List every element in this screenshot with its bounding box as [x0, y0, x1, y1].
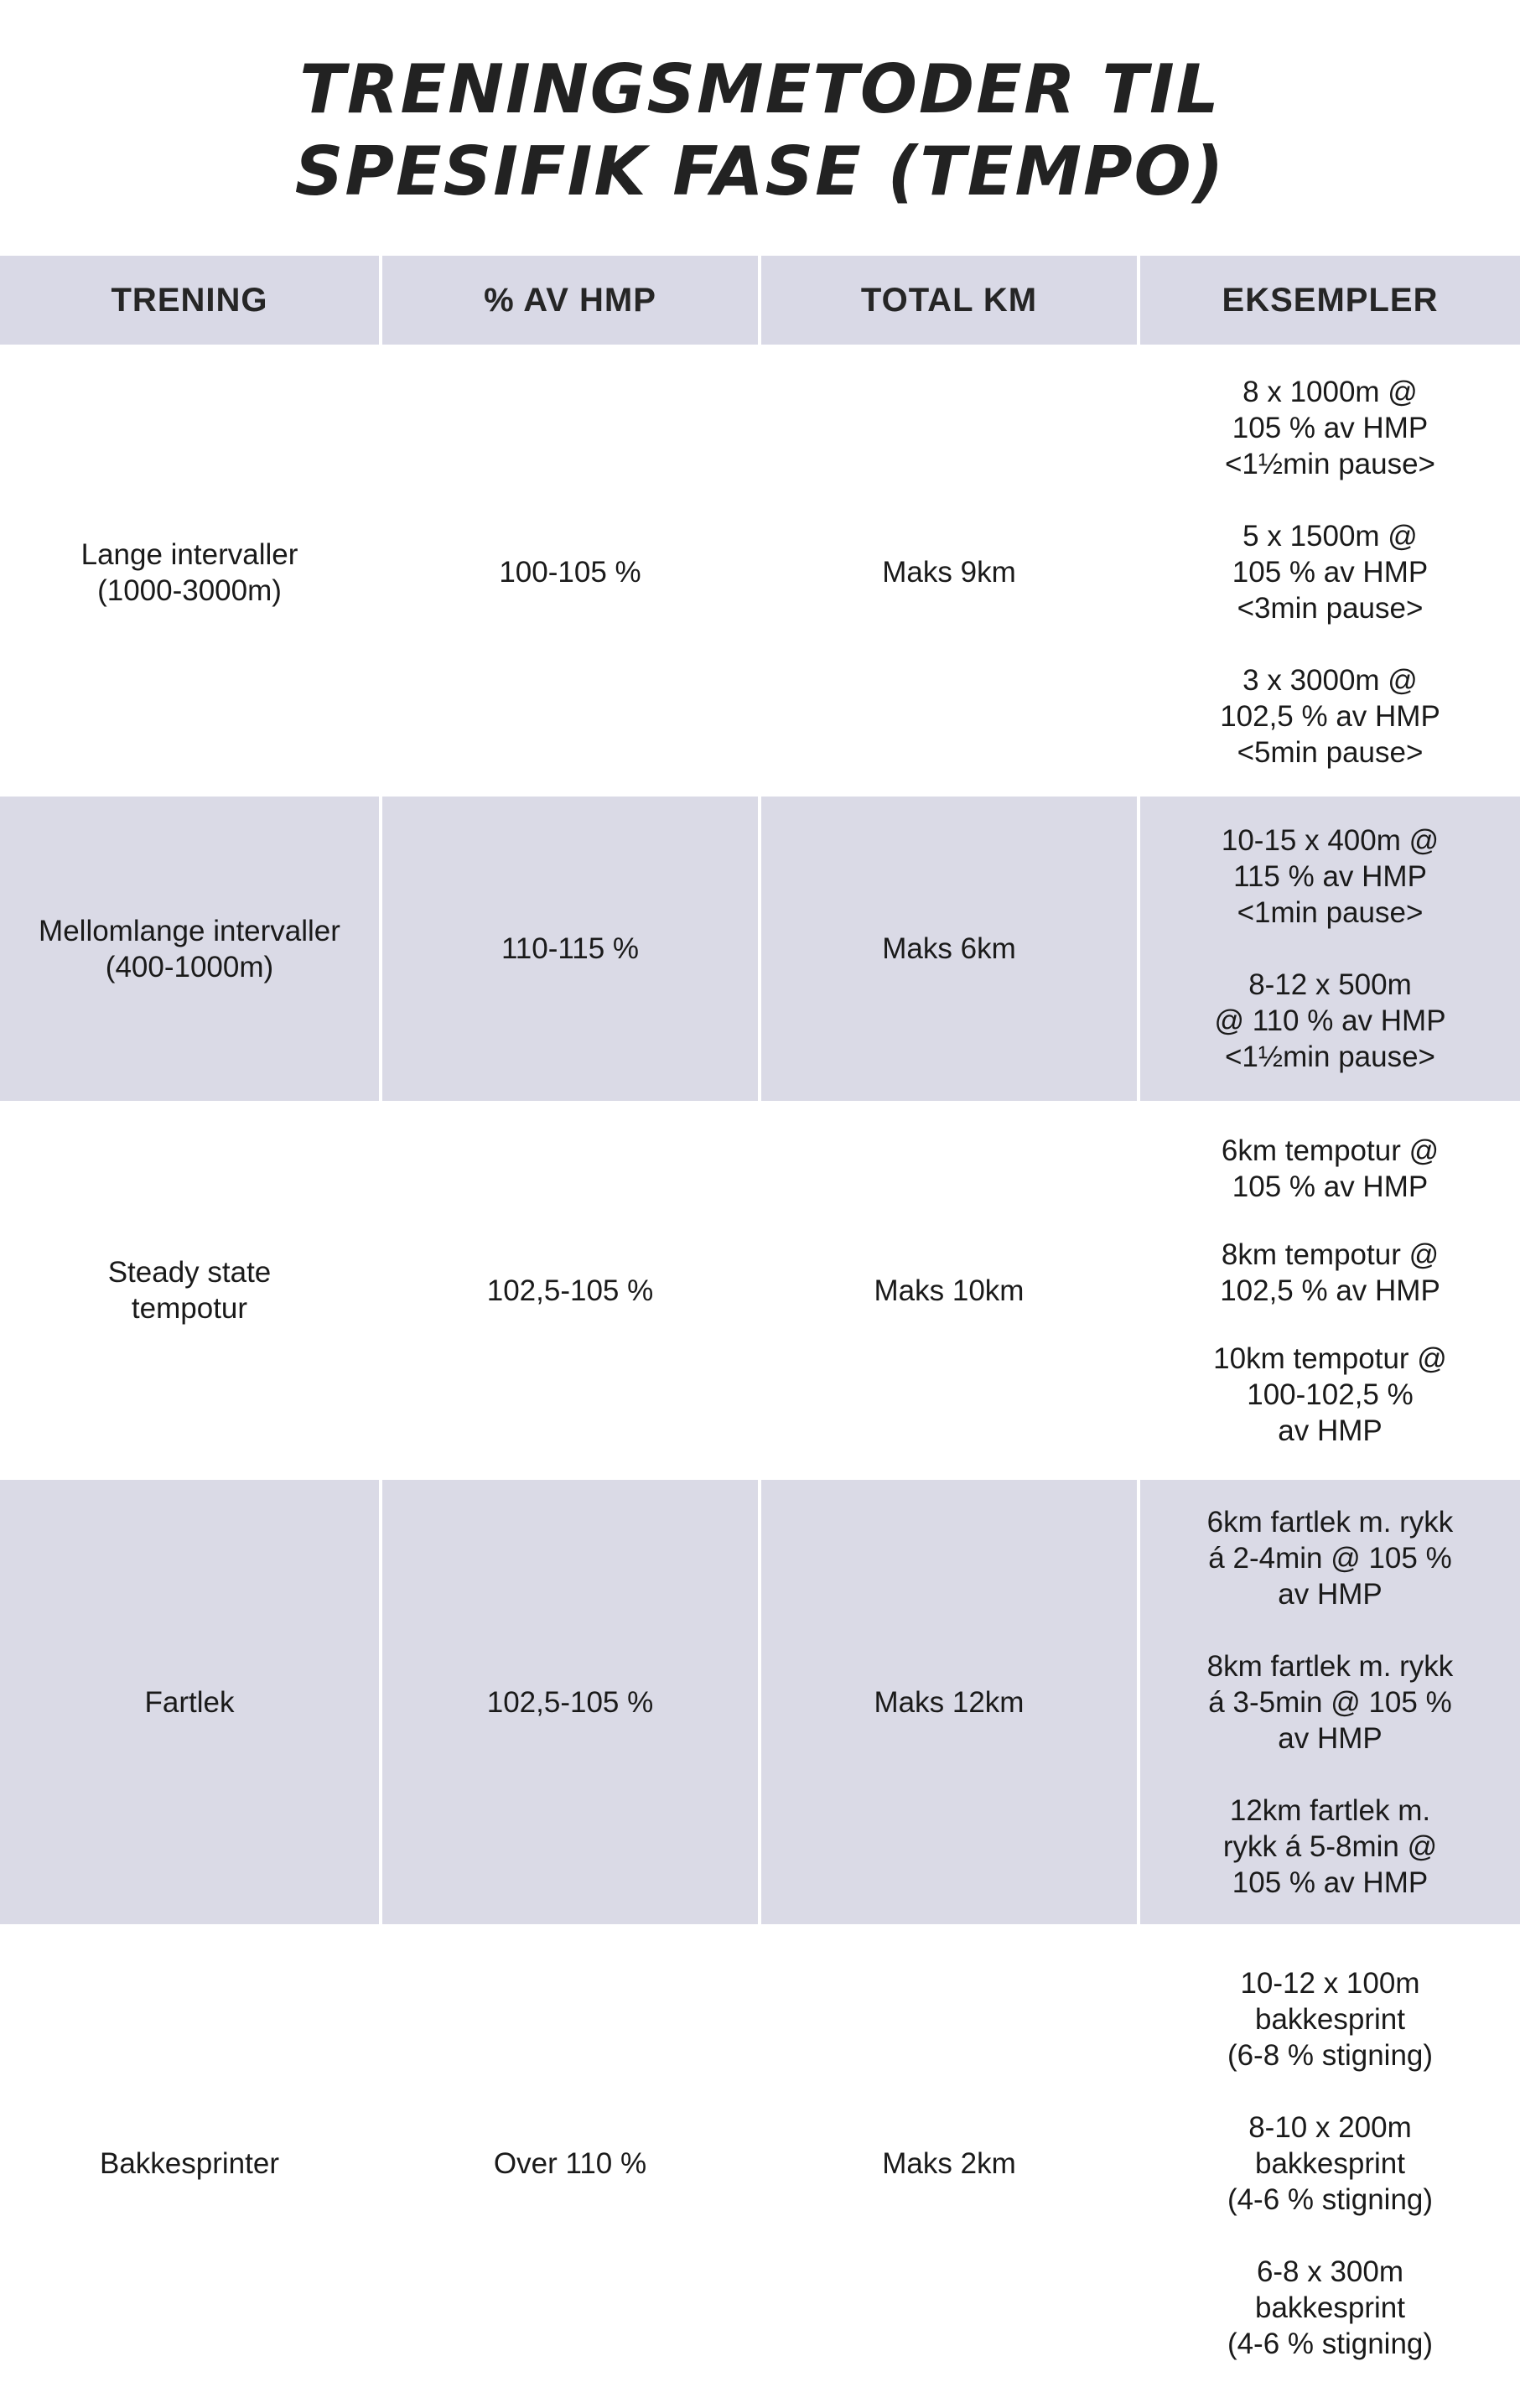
table-row-4-km: Maks 12km	[758, 1480, 1137, 1924]
trening-label: Fartlek	[144, 1685, 235, 1719]
table-row-1-hmp: 100-105 %	[379, 348, 758, 797]
page-title-line-2: SPESIFIK FASE (TEMPO)	[294, 132, 1226, 210]
table-row-5-hmp: Over 110 %	[379, 1924, 758, 2402]
trening-label: Bakkesprinter	[100, 2146, 279, 2180]
table-row-3-hmp: 102,5-105 %	[379, 1101, 758, 1480]
examples-list	[1207, 1504, 1454, 1901]
example-item: 12km fartlek m. rykk á 5-8min @ 105 % av HMP	[1222, 1793, 1438, 1899]
table-row-5-km: Maks 2km	[758, 1924, 1137, 2402]
page-title	[0, 49, 1520, 213]
example-item: 5 x 1500m @ 105 % av HMP <3min pause>	[1232, 520, 1429, 625]
table-row-2-examples	[1137, 797, 1520, 1101]
table-row-1-km: Maks 9km	[758, 348, 1137, 797]
table-row-5-examples	[1137, 1924, 1520, 2402]
table-row-1-trening	[0, 348, 379, 797]
example-item: 8 x 1000m @ 105 % av HMP <1½min pause>	[1224, 376, 1435, 480]
page-title-line-1: TRENINGSMETODER TIL	[299, 50, 1221, 128]
examples-list	[1227, 1965, 1433, 2362]
table-row-3-examples	[1137, 1101, 1520, 1480]
column-header-total-km: TOTAL KM	[758, 256, 1137, 348]
table-row-1-examples	[1137, 348, 1520, 797]
example-item: 8km fartlek m. rykk á 3-5min @ 105 % av HMP	[1206, 1649, 1454, 1755]
table-row-4-trening	[0, 1480, 379, 1924]
table-row-2-km: Maks 6km	[758, 797, 1137, 1101]
examples-list	[1220, 374, 1440, 771]
trening-label: Mellomlange intervaller (400-1000m)	[39, 914, 340, 983]
trening-label: Steady state tempotur	[107, 1256, 272, 1325]
example-item: 6-8 x 300m bakkesprint (4-6 % stigning)	[1227, 2255, 1434, 2360]
trening-label: Lange intervaller (1000-3000m)	[80, 537, 298, 607]
column-header-eksempler: EKSEMPLER	[1137, 256, 1520, 348]
example-item: 3 x 3000m @ 102,5 % av HMP <5min pause>	[1220, 664, 1440, 769]
example-item: 6km fartlek m. rykk á 2-4min @ 105 % av HMP	[1206, 1505, 1454, 1611]
column-header-hmp: % AV HMP	[379, 256, 758, 348]
table-row-2-hmp: 110-115 %	[379, 797, 758, 1101]
table-row-3-trening	[0, 1101, 379, 1480]
example-item: 8km tempotur @ 102,5 % av HMP	[1220, 1238, 1440, 1307]
training-table	[0, 256, 1520, 2402]
example-item: 8-10 x 200m bakkesprint (4-6 % stigning)	[1227, 2110, 1434, 2216]
column-header-trening: TRENING	[0, 256, 379, 348]
table-row-4-hmp: 102,5-105 %	[379, 1480, 758, 1924]
table-row-3-km: Maks 10km	[758, 1101, 1137, 1480]
example-item: 10km tempotur @ 100-102,5 % av HMP	[1213, 1342, 1447, 1447]
example-item: 10-12 x 100m bakkesprint (6-8 % stigning)	[1227, 1966, 1434, 2072]
table-row-5-trening	[0, 1924, 379, 2402]
examples-list	[1213, 1133, 1447, 1449]
example-item: 6km tempotur @ 105 % av HMP	[1221, 1134, 1440, 1203]
example-item: 10-15 x 400m @ 115 % av HMP <1min pause>	[1221, 824, 1440, 929]
examples-list	[1214, 823, 1445, 1075]
table-row-4-examples	[1137, 1480, 1520, 1924]
example-item: 8-12 x 500m @ 110 % av HMP <1½min pause>	[1214, 968, 1446, 1073]
table-row-2-trening	[0, 797, 379, 1101]
